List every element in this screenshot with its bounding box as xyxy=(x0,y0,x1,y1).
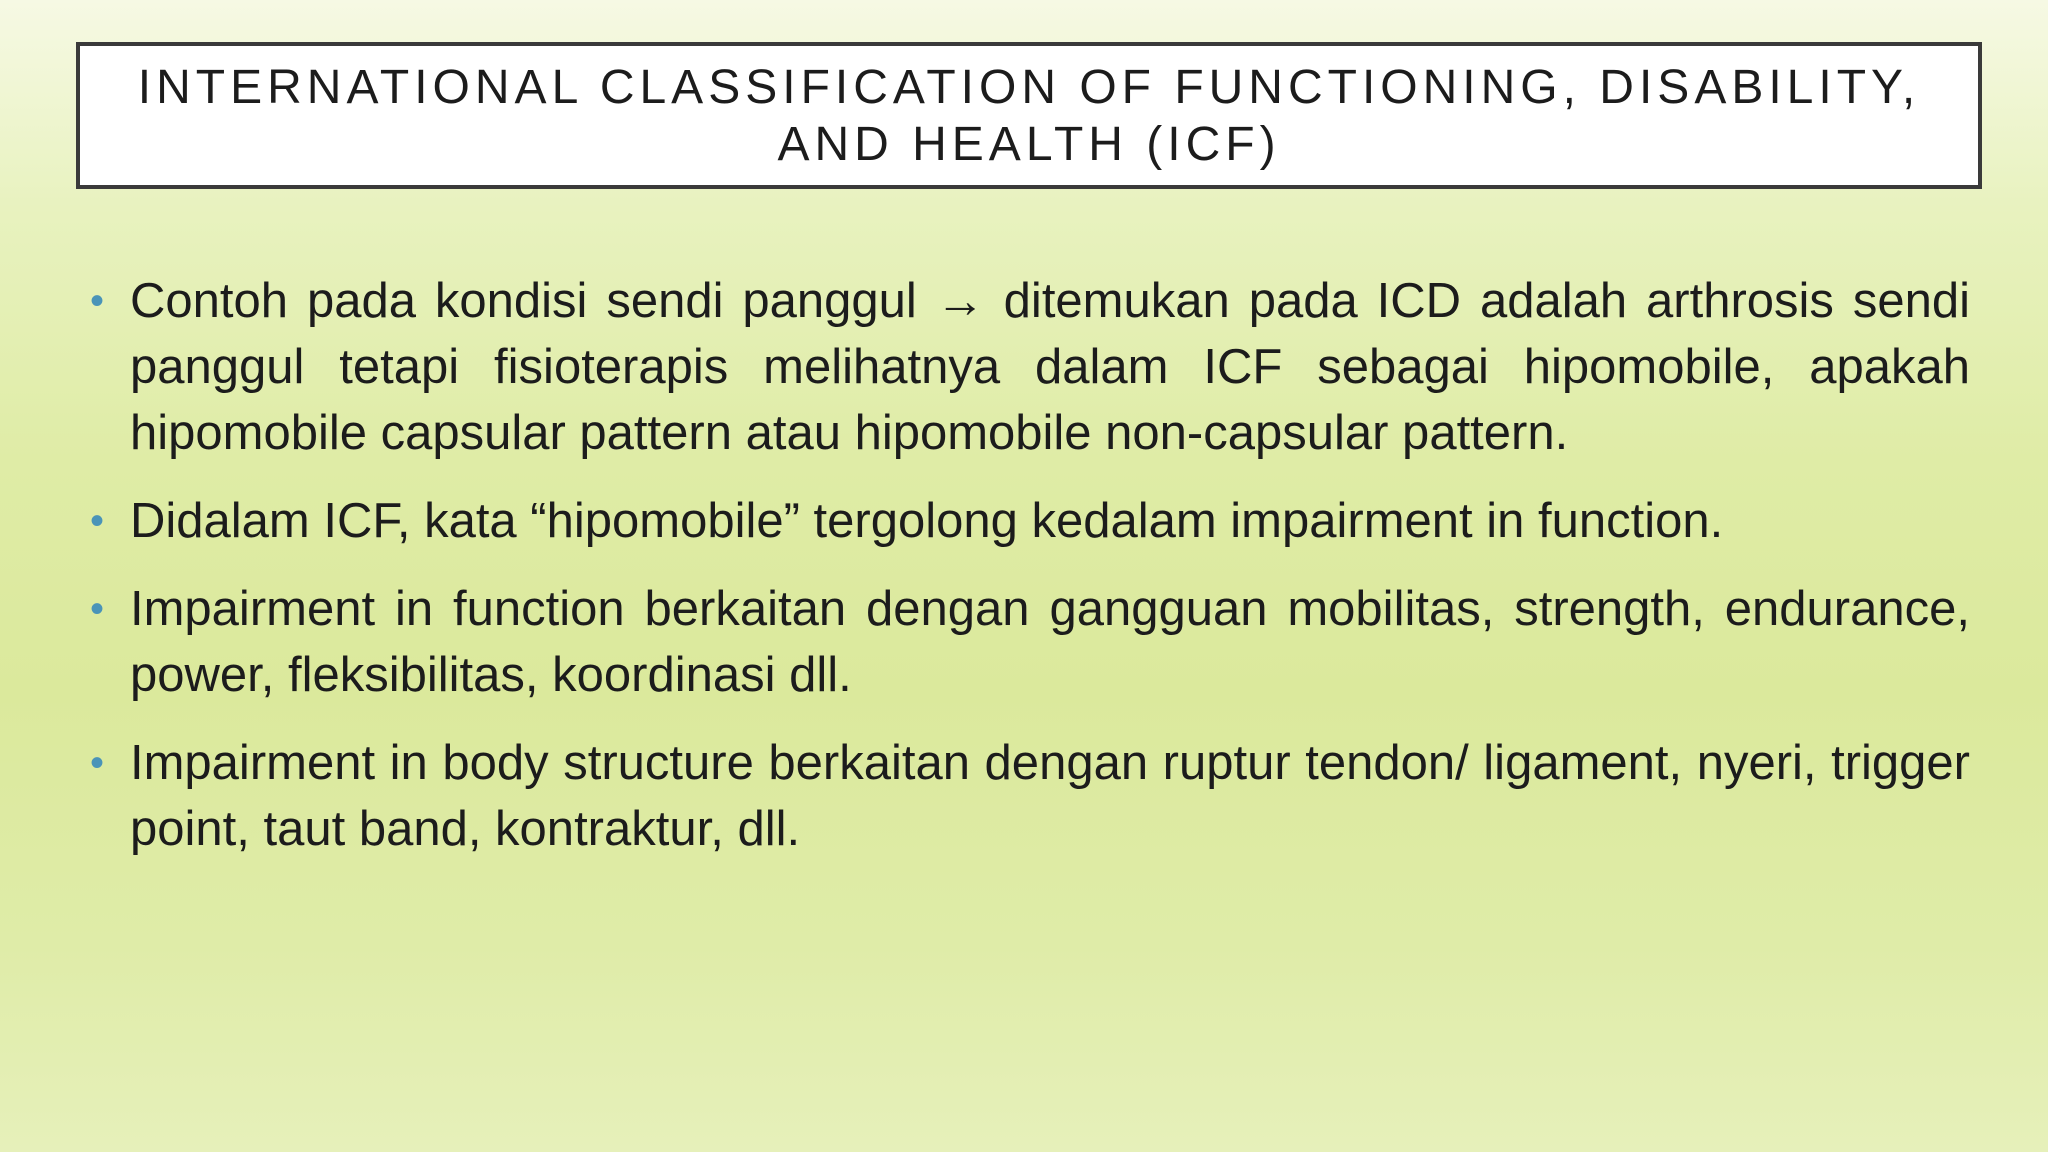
bullet-item-4 xyxy=(90,730,1970,862)
bullet-list xyxy=(90,268,1970,884)
bullet-dot-icon: • xyxy=(90,587,105,631)
slide-title-box xyxy=(76,42,1982,189)
bullet-item-1 xyxy=(90,268,1970,466)
bullet-item-2 xyxy=(90,488,1970,554)
bullet-dot-icon: • xyxy=(90,499,105,543)
bullet-dot-icon: • xyxy=(90,741,105,785)
slide-title-line-1: INTERNATIONAL CLASSIFICATION OF FUNCTIONING, DISABILITY, xyxy=(137,60,1921,114)
bullet-text-1: Contoh pada kondisi sendi panggul → ditemukan pada ICD adalah arthrosis sendi panggul tetapi fisioterapis melihatnya dalam ICF sebagai hipomobile, apakah hipomobile capsular pattern atau hipomobile non-capsular pattern. xyxy=(130,274,1970,460)
bullet-text-4: Impairment in body structure berkaitan dengan ruptur tendon/ ligament, nyeri, trigger point, taut band, kontraktur, dll. xyxy=(130,736,1970,856)
slide-title-line-2: AND HEALTH (ICF) xyxy=(777,117,1281,171)
bullet-text-3: Impairment in function berkaitan dengan gangguan mobilitas, strength, endurance, power, fleksibilitas, koordinasi dll. xyxy=(130,582,1970,702)
bullet-dot-icon: • xyxy=(90,279,105,323)
bullet-item-3 xyxy=(90,576,1970,708)
bullet-text-2: Didalam ICF, kata “hipomobile” tergolong kedalam impairment in function. xyxy=(130,494,1724,548)
